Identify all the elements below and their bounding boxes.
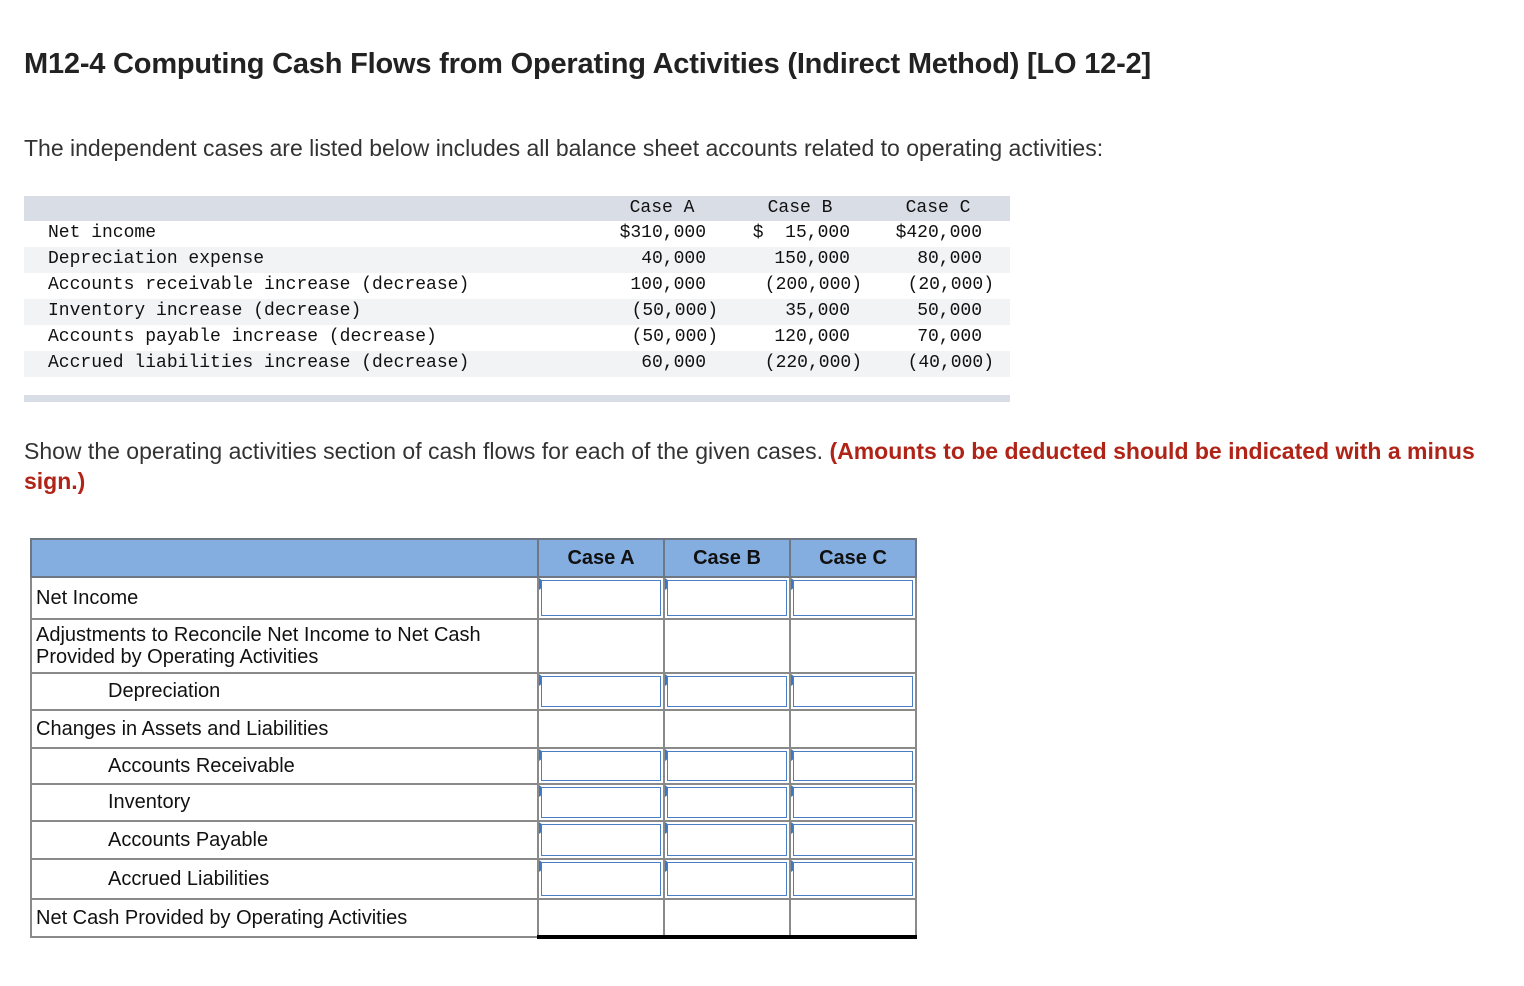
given-cell-c: (20,000) (907, 275, 994, 295)
net-income-case-c-input[interactable] (790, 577, 916, 619)
given-row-label: Net income (48, 223, 157, 243)
accounts-receivable-case-b-input[interactable] (664, 748, 790, 784)
depreciation-case-c-input[interactable] (790, 673, 916, 710)
answer-row-changes (31, 710, 916, 748)
depreciation-case-a-input[interactable] (538, 673, 664, 710)
inventory-case-b-input[interactable] (664, 784, 790, 821)
answer-header-row (31, 539, 916, 577)
given-cell-c: 80,000 (917, 249, 982, 269)
given-cell-c: 70,000 (917, 327, 982, 347)
answer-col-case-a: Case A (538, 539, 664, 577)
accounts-receivable-case-c-input[interactable] (790, 748, 916, 784)
given-table-header (24, 196, 1010, 221)
answer-header-blank (31, 539, 538, 577)
given-row (24, 247, 1010, 273)
net-cash-case-b (664, 899, 790, 937)
given-cell-a: 60,000 (641, 353, 706, 373)
accrued-liabilities-case-b-input[interactable] (664, 859, 790, 899)
accounts-payable-case-c-input[interactable] (790, 821, 916, 859)
given-cell-b: $ 15,000 (752, 223, 850, 243)
answer-col-case-c: Case C (790, 539, 916, 577)
given-cell-b: 120,000 (774, 327, 850, 347)
depreciation-case-b-input[interactable] (664, 673, 790, 710)
row-label: Accounts Receivable (31, 748, 538, 784)
given-cell-a: $310,000 (619, 223, 706, 243)
given-table-footer-bar (24, 395, 1010, 402)
accounts-payable-case-a-input[interactable] (538, 821, 664, 859)
changes-case-c (790, 710, 916, 748)
answer-col-case-b: Case B (664, 539, 790, 577)
answer-row-inventory (31, 784, 916, 821)
net-cash-case-c (790, 899, 916, 937)
changes-case-a (538, 710, 664, 748)
given-cell-a: (50,000) (631, 327, 718, 347)
instructions (24, 436, 1519, 496)
adjustments-case-a (538, 619, 664, 673)
row-label: Accrued Liabilities (31, 859, 538, 899)
given-row (24, 325, 1010, 351)
given-col-case-c: Case C (905, 198, 971, 218)
row-label: Adjustments to Reconcile Net Income to Net Cash Provided by Operating Activities (31, 619, 538, 673)
accrued-liabilities-case-c-input[interactable] (790, 859, 916, 899)
answer-row-adjustments (31, 619, 916, 673)
adjustments-case-c (790, 619, 916, 673)
answer-row-net-income (31, 577, 916, 619)
accounts-payable-case-b-input[interactable] (664, 821, 790, 859)
given-row-label: Inventory increase (decrease) (48, 301, 362, 321)
answer-row-net-cash (31, 899, 916, 937)
answer-row-accounts-payable (31, 821, 916, 859)
instructions-text: Show the operating activities section of cash flows for each of the given cases. (24, 438, 824, 464)
given-row-label: Accounts receivable increase (decrease) (48, 275, 470, 295)
answer-row-depreciation (31, 673, 916, 710)
given-data-table (24, 196, 1010, 402)
inventory-case-a-input[interactable] (538, 784, 664, 821)
answer-table (30, 538, 917, 939)
row-label: Inventory (31, 784, 538, 821)
row-label: Accounts Payable (31, 821, 538, 859)
row-label: Net Cash Provided by Operating Activities (31, 899, 538, 937)
intro-text: The independent cases are listed below includes all balance sheet accounts related to operating activities: (24, 135, 1104, 161)
row-label: Net Income (31, 577, 538, 619)
given-cell-a: (50,000) (631, 301, 718, 321)
adjustments-case-b (664, 619, 790, 673)
given-row (24, 273, 1010, 299)
net-cash-case-a (538, 899, 664, 937)
page-title: M12-4 Computing Cash Flows from Operating Activities (Indirect Method) [LO 12-2] (24, 48, 1151, 80)
given-row (24, 351, 1010, 377)
instructions-warning: (Amounts to be deducted should be indicated with a minus sign.) (24, 438, 1475, 494)
given-cell-b: 150,000 (774, 249, 850, 269)
given-row-label: Depreciation expense (48, 249, 265, 269)
given-col-case-b: Case B (767, 198, 833, 218)
net-income-case-b-input[interactable] (664, 577, 790, 619)
answer-row-accrued-liabilities (31, 859, 916, 899)
given-cell-c: 50,000 (917, 301, 982, 321)
net-income-case-a-input[interactable] (538, 577, 664, 619)
given-cell-c: (40,000) (907, 353, 994, 373)
given-cell-c: $420,000 (895, 223, 982, 243)
row-label: Depreciation (31, 673, 538, 710)
given-cell-a: 40,000 (641, 249, 706, 269)
given-row-label: Accounts payable increase (decrease) (48, 327, 437, 347)
inventory-case-c-input[interactable] (790, 784, 916, 821)
given-cell-b: (220,000) (764, 353, 862, 373)
given-cell-b: (200,000) (764, 275, 862, 295)
accounts-receivable-case-a-input[interactable] (538, 748, 664, 784)
given-cell-b: 35,000 (785, 301, 850, 321)
changes-case-b (664, 710, 790, 748)
given-row-label: Accrued liabilities increase (decrease) (48, 353, 470, 373)
given-row (24, 221, 1010, 247)
answer-row-accounts-receivable (31, 748, 916, 784)
given-cell-a: 100,000 (630, 275, 706, 295)
given-col-case-a: Case A (629, 198, 695, 218)
accrued-liabilities-case-a-input[interactable] (538, 859, 664, 899)
given-row (24, 299, 1010, 325)
row-label: Changes in Assets and Liabilities (31, 710, 538, 748)
